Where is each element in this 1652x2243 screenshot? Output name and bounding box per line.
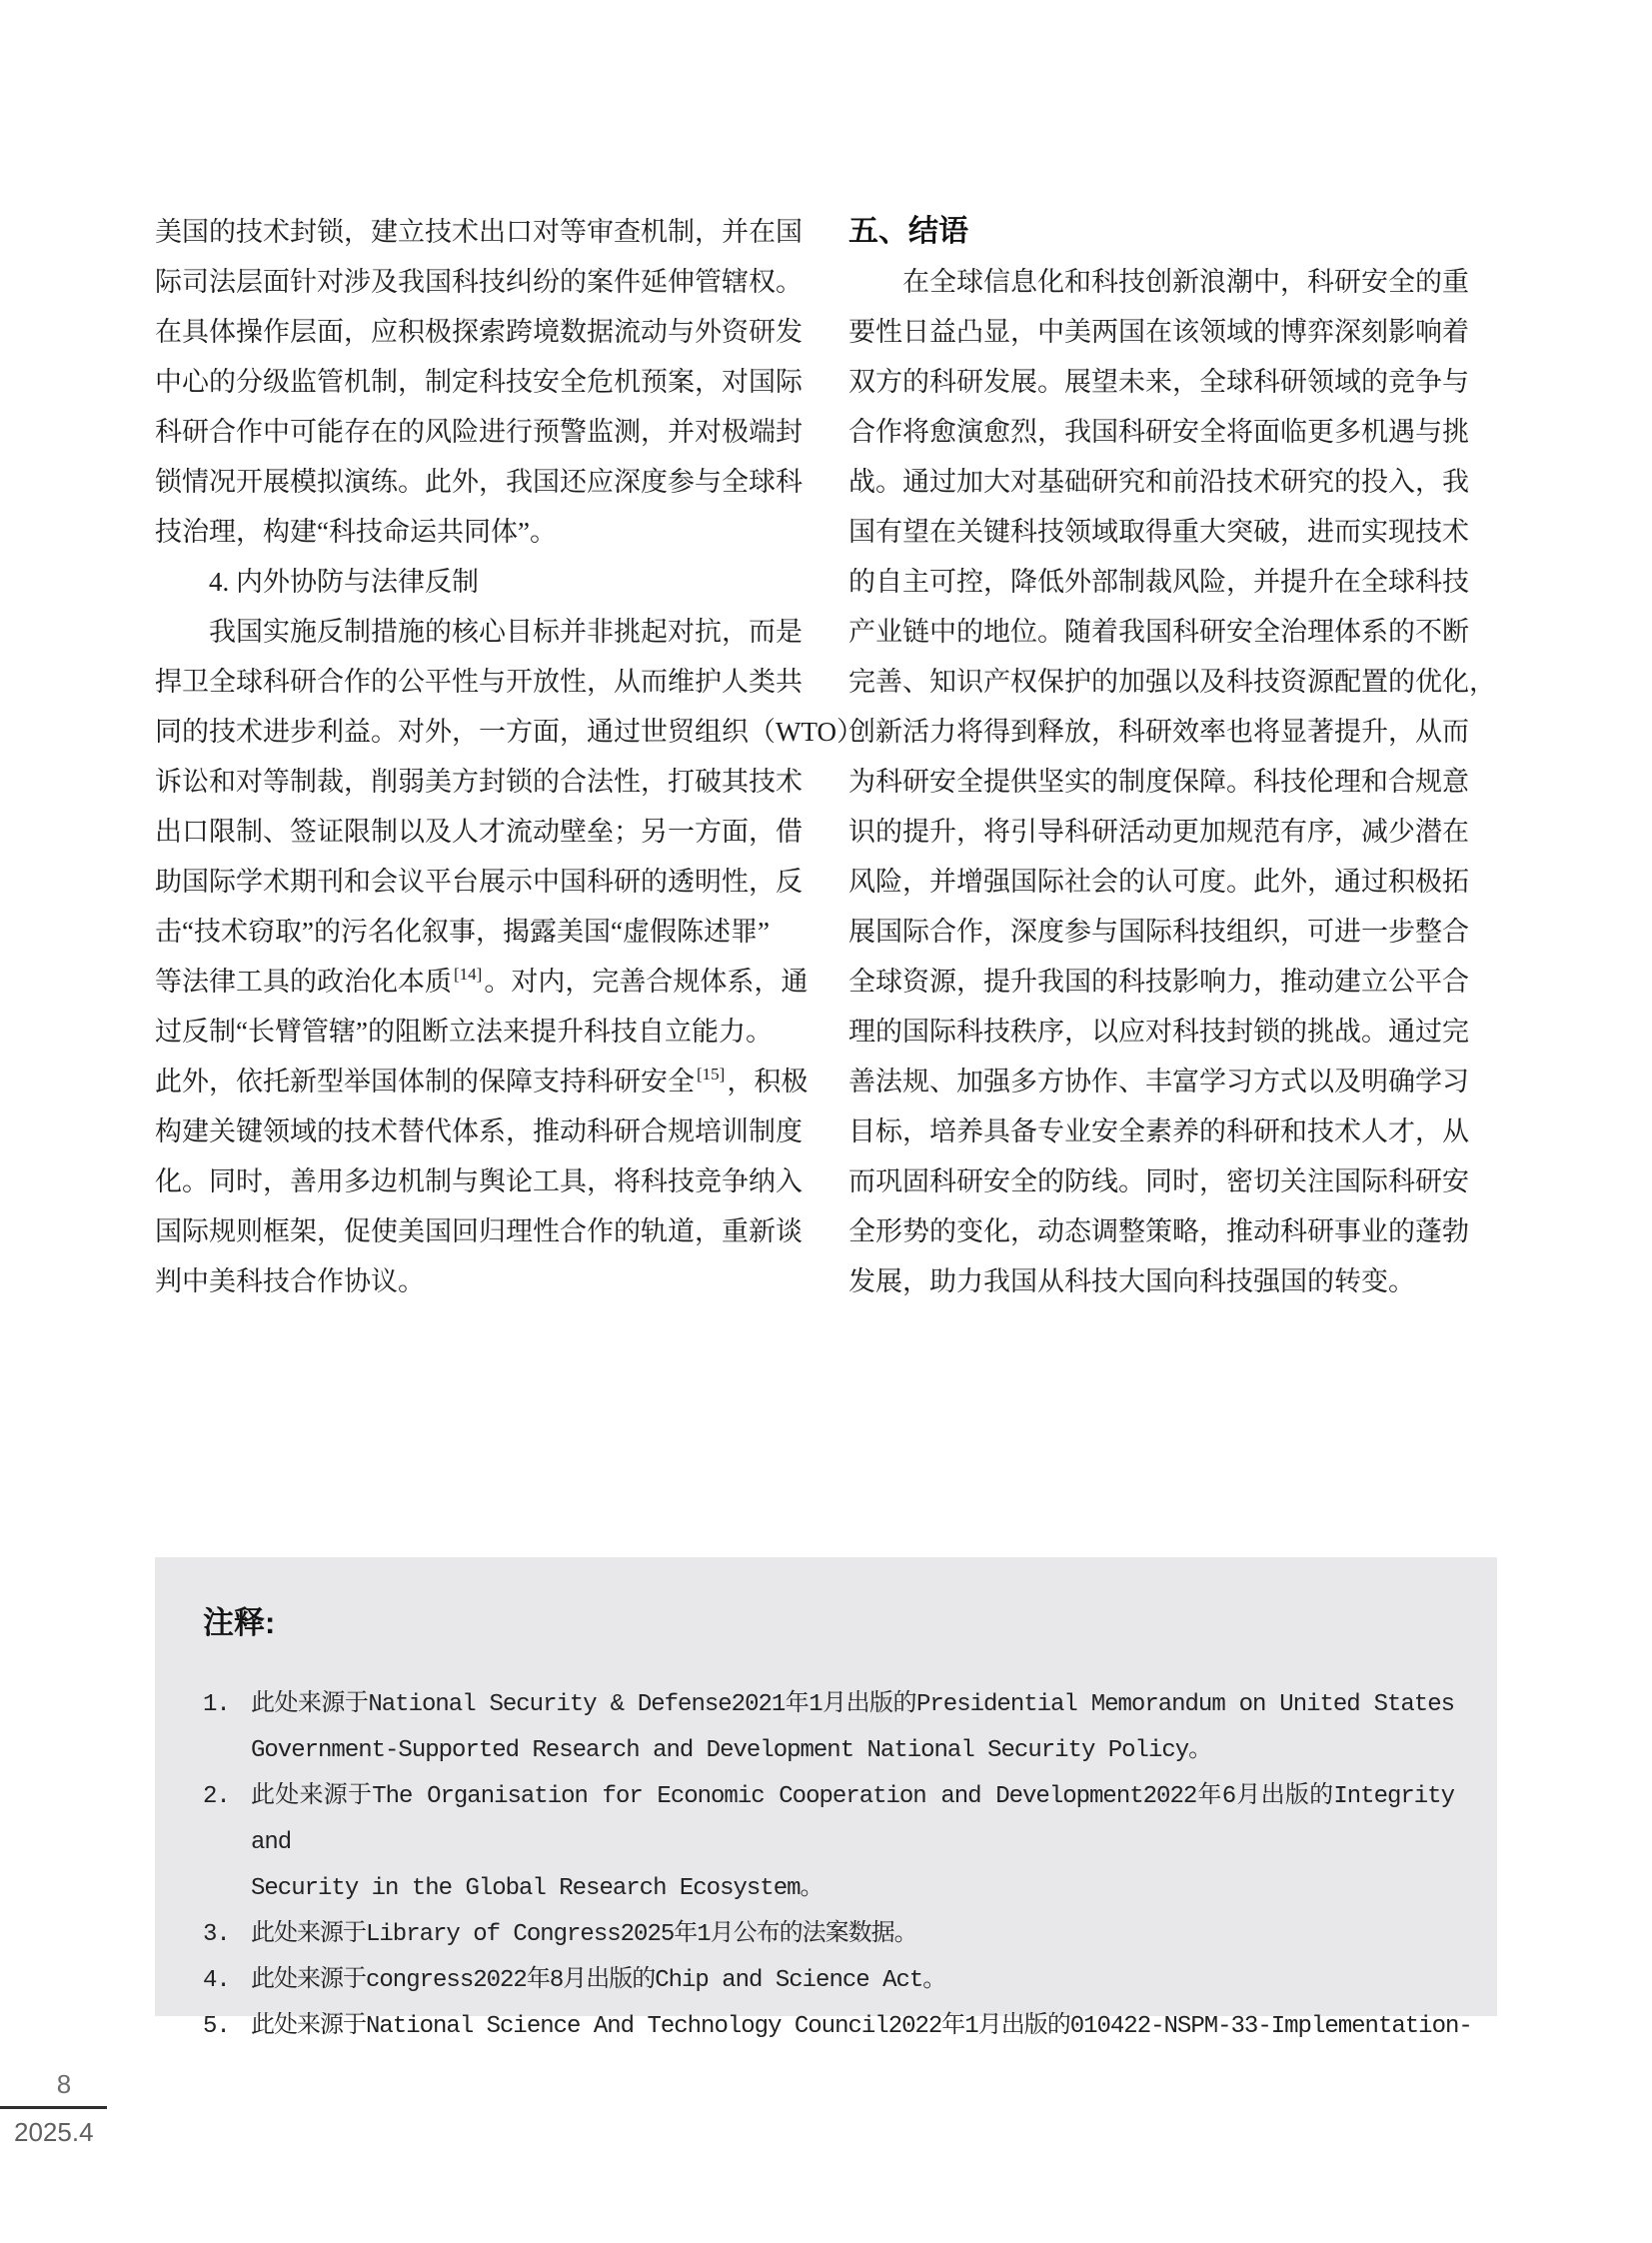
body-line: 国有望在关键科技领域取得重大突破，进而实现技术 — [848, 517, 1469, 547]
body-line: 而巩固科研安全的防线。同时，密切关注国际科研安 — [848, 1166, 1469, 1196]
body-text: 等法律工具的政治化本质 — [155, 967, 452, 997]
subsection-heading: 4. 内外协防与法律反制 — [209, 567, 479, 597]
body-line: 善法规、加强多方协作、丰富学习方式以及明确学习 — [848, 1067, 1469, 1097]
body-line: 判中美科技合作协议。 — [155, 1266, 425, 1296]
note-text: Security in the Global Research Ecosystem。 — [251, 1875, 824, 1902]
note-number: 1. — [203, 1691, 230, 1718]
body-line: 双方的科研发展。展望未来，全球科研领域的竞争与 — [848, 367, 1469, 397]
body-line: 构建关键领域的技术替代体系，推动科研合规培训制度 — [155, 1117, 803, 1146]
note-text: 此处来源于National Security & Defense2021年1月出版的Presidential Memorandum on United States — [251, 1691, 1454, 1718]
body-line: 际司法层面针对涉及我国科技纠纷的案件延伸管辖权。 — [155, 267, 803, 297]
note-item-continuation — [203, 1728, 1454, 1774]
body-line: 锁情况开展模拟演练。此外，我国还应深度参与全球科 — [155, 467, 803, 497]
note-text: Government-Supported Research and Development National Security Policy。 — [251, 1737, 1212, 1764]
body-line — [155, 957, 811, 1007]
body-text: 此外，依托新型举国体制的保障支持科研安全 — [155, 1067, 695, 1097]
left-column — [155, 207, 863, 1306]
note-text: 此处来源于National Science And Technology Council2022年1月出版的010422-NSPM-33-Implementation- — [251, 2013, 1472, 2040]
body-line: 击“技术窃取”的污名化叙事，揭露美国“虚假陈述罪” — [155, 917, 770, 947]
body-line: 化。同时，善用多边机制与舆论工具，将科技竞争纳入 — [155, 1166, 803, 1196]
body-line: 识的提升，将引导科研活动更加规范有序，减少潜在 — [848, 817, 1469, 847]
note-item — [203, 1912, 1454, 1958]
body-line: 战。通过加大对基础研究和前沿技术研究的投入，我 — [848, 467, 1469, 497]
body-line: 产业链中的地位。随着我国科研安全治理体系的不断 — [848, 617, 1469, 647]
body-line: 理的国际科技秩序，以应对科技封锁的挑战。通过完 — [848, 1017, 1469, 1047]
note-item — [203, 1958, 1454, 2004]
body-line: 目标，培养具备专业安全素养的科研和技术人才，从 — [848, 1117, 1469, 1146]
note-item — [203, 1774, 1454, 1866]
body-line — [155, 1057, 811, 1107]
body-line: 为科研安全提供坚实的制度保障。科技伦理和合规意 — [848, 767, 1469, 797]
body-line: 过反制“长臂管辖”的阻断立法来提升科技自立能力。 — [155, 1017, 773, 1047]
body-line: 的自主可控，降低外部制裁风险，并提升在全球科技 — [848, 567, 1469, 597]
body-line: 合作将愈演愈烈，我国科研安全将面临更多机遇与挑 — [848, 417, 1469, 447]
body-line: 风险，并增强国际社会的认可度。此外，通过积极拓 — [848, 867, 1469, 897]
body-line: 展国际合作，深度参与国际科技组织，可进一步整合 — [848, 917, 1469, 947]
body-line: 出口限制、签证限制以及人才流动壁垒；另一方面，借 — [155, 817, 803, 847]
body-line: 美国的技术封锁，建立技术出口对等审查机制，并在国 — [155, 217, 803, 247]
issue-label: 2025.4 — [14, 2117, 94, 2147]
body-line: 完善、知识产权保护的加强以及科技资源配置的优化， — [848, 667, 1496, 697]
body-line: 在全球信息化和科技创新浪潮中，科研安全的重 — [902, 267, 1469, 297]
right-column — [848, 207, 1504, 1306]
notes-panel — [155, 1557, 1497, 2040]
body-text: 。对内，完善合规体系，通 — [484, 967, 809, 997]
notes-title: 注释: — [203, 1605, 276, 1640]
body-line: 我国实施反制措施的核心目标并非挑起对抗，而是 — [209, 617, 803, 647]
note-item-continuation — [203, 1866, 1454, 1912]
note-number: 3. — [203, 1921, 230, 1948]
body-line: 全球资源，提升我国的科技影响力，推动建立公平合 — [848, 967, 1469, 997]
note-text: 此处来源于Library of Congress2025年1月公布的法案数据。 — [251, 1921, 917, 1948]
note-text: 此处来源于The Organisation for Economic Cooperation and Development2022年6月出版的Integrity and — [251, 1783, 1454, 1856]
conclusion-heading: 五、结语 — [848, 215, 968, 248]
body-line: 同的技术进步利益。对外，一方面，通过世贸组织（WTO） — [155, 717, 863, 747]
notes-list — [203, 1682, 1472, 2050]
body-line: 技治理，构建“科技命运共同体”。 — [155, 517, 557, 547]
footer-divider — [0, 2106, 107, 2109]
note-number: 2. — [203, 1783, 230, 1810]
body-line: 中心的分级监管机制，制定科技安全危机预案，对国际 — [155, 367, 803, 397]
body-line: 助国际学术期刊和会议平台展示中国科研的透明性，反 — [155, 867, 803, 897]
body-line: 创新活力将得到释放，科研效率也将显著提升，从而 — [848, 717, 1469, 747]
note-text: 此处来源于congress2022年8月出版的Chip and Science Act。 — [251, 1967, 946, 1994]
body-line: 发展，助力我国从科技大国向科技强国的转变。 — [848, 1266, 1415, 1296]
body-line: 要性日益凸显，中美两国在该领域的博弈深刻影响着 — [848, 317, 1469, 347]
note-number: 4. — [203, 1967, 230, 1994]
note-number: 5. — [203, 2013, 230, 2040]
body-line: 国际规则框架，促使美国回归理性合作的轨道，重新谈 — [155, 1216, 803, 1246]
ref-marker-14: [14] — [454, 965, 483, 984]
note-number-spacer — [203, 1866, 251, 1912]
note-item — [203, 1682, 1454, 1728]
note-item — [203, 2004, 1472, 2050]
body-line: 科研合作中可能存在的风险进行预警监测，并对极端封 — [155, 417, 803, 447]
page-number: 8 — [56, 2069, 72, 2099]
body-line: 捍卫全球科研合作的公平性与开放性，从而维护人类共 — [155, 667, 803, 697]
ref-marker-15: [15] — [697, 1065, 726, 1084]
body-line: 全形势的变化，动态调整策略，推动科研事业的蓬勃 — [848, 1216, 1469, 1246]
body-line: 诉讼和对等制裁，削弱美方封锁的合法性，打破其技术 — [155, 767, 803, 797]
note-number-spacer — [203, 1728, 251, 1774]
body-text: ，积极 — [727, 1067, 809, 1097]
body-line: 在具体操作层面，应积极探索跨境数据流动与外资研发 — [155, 317, 803, 347]
